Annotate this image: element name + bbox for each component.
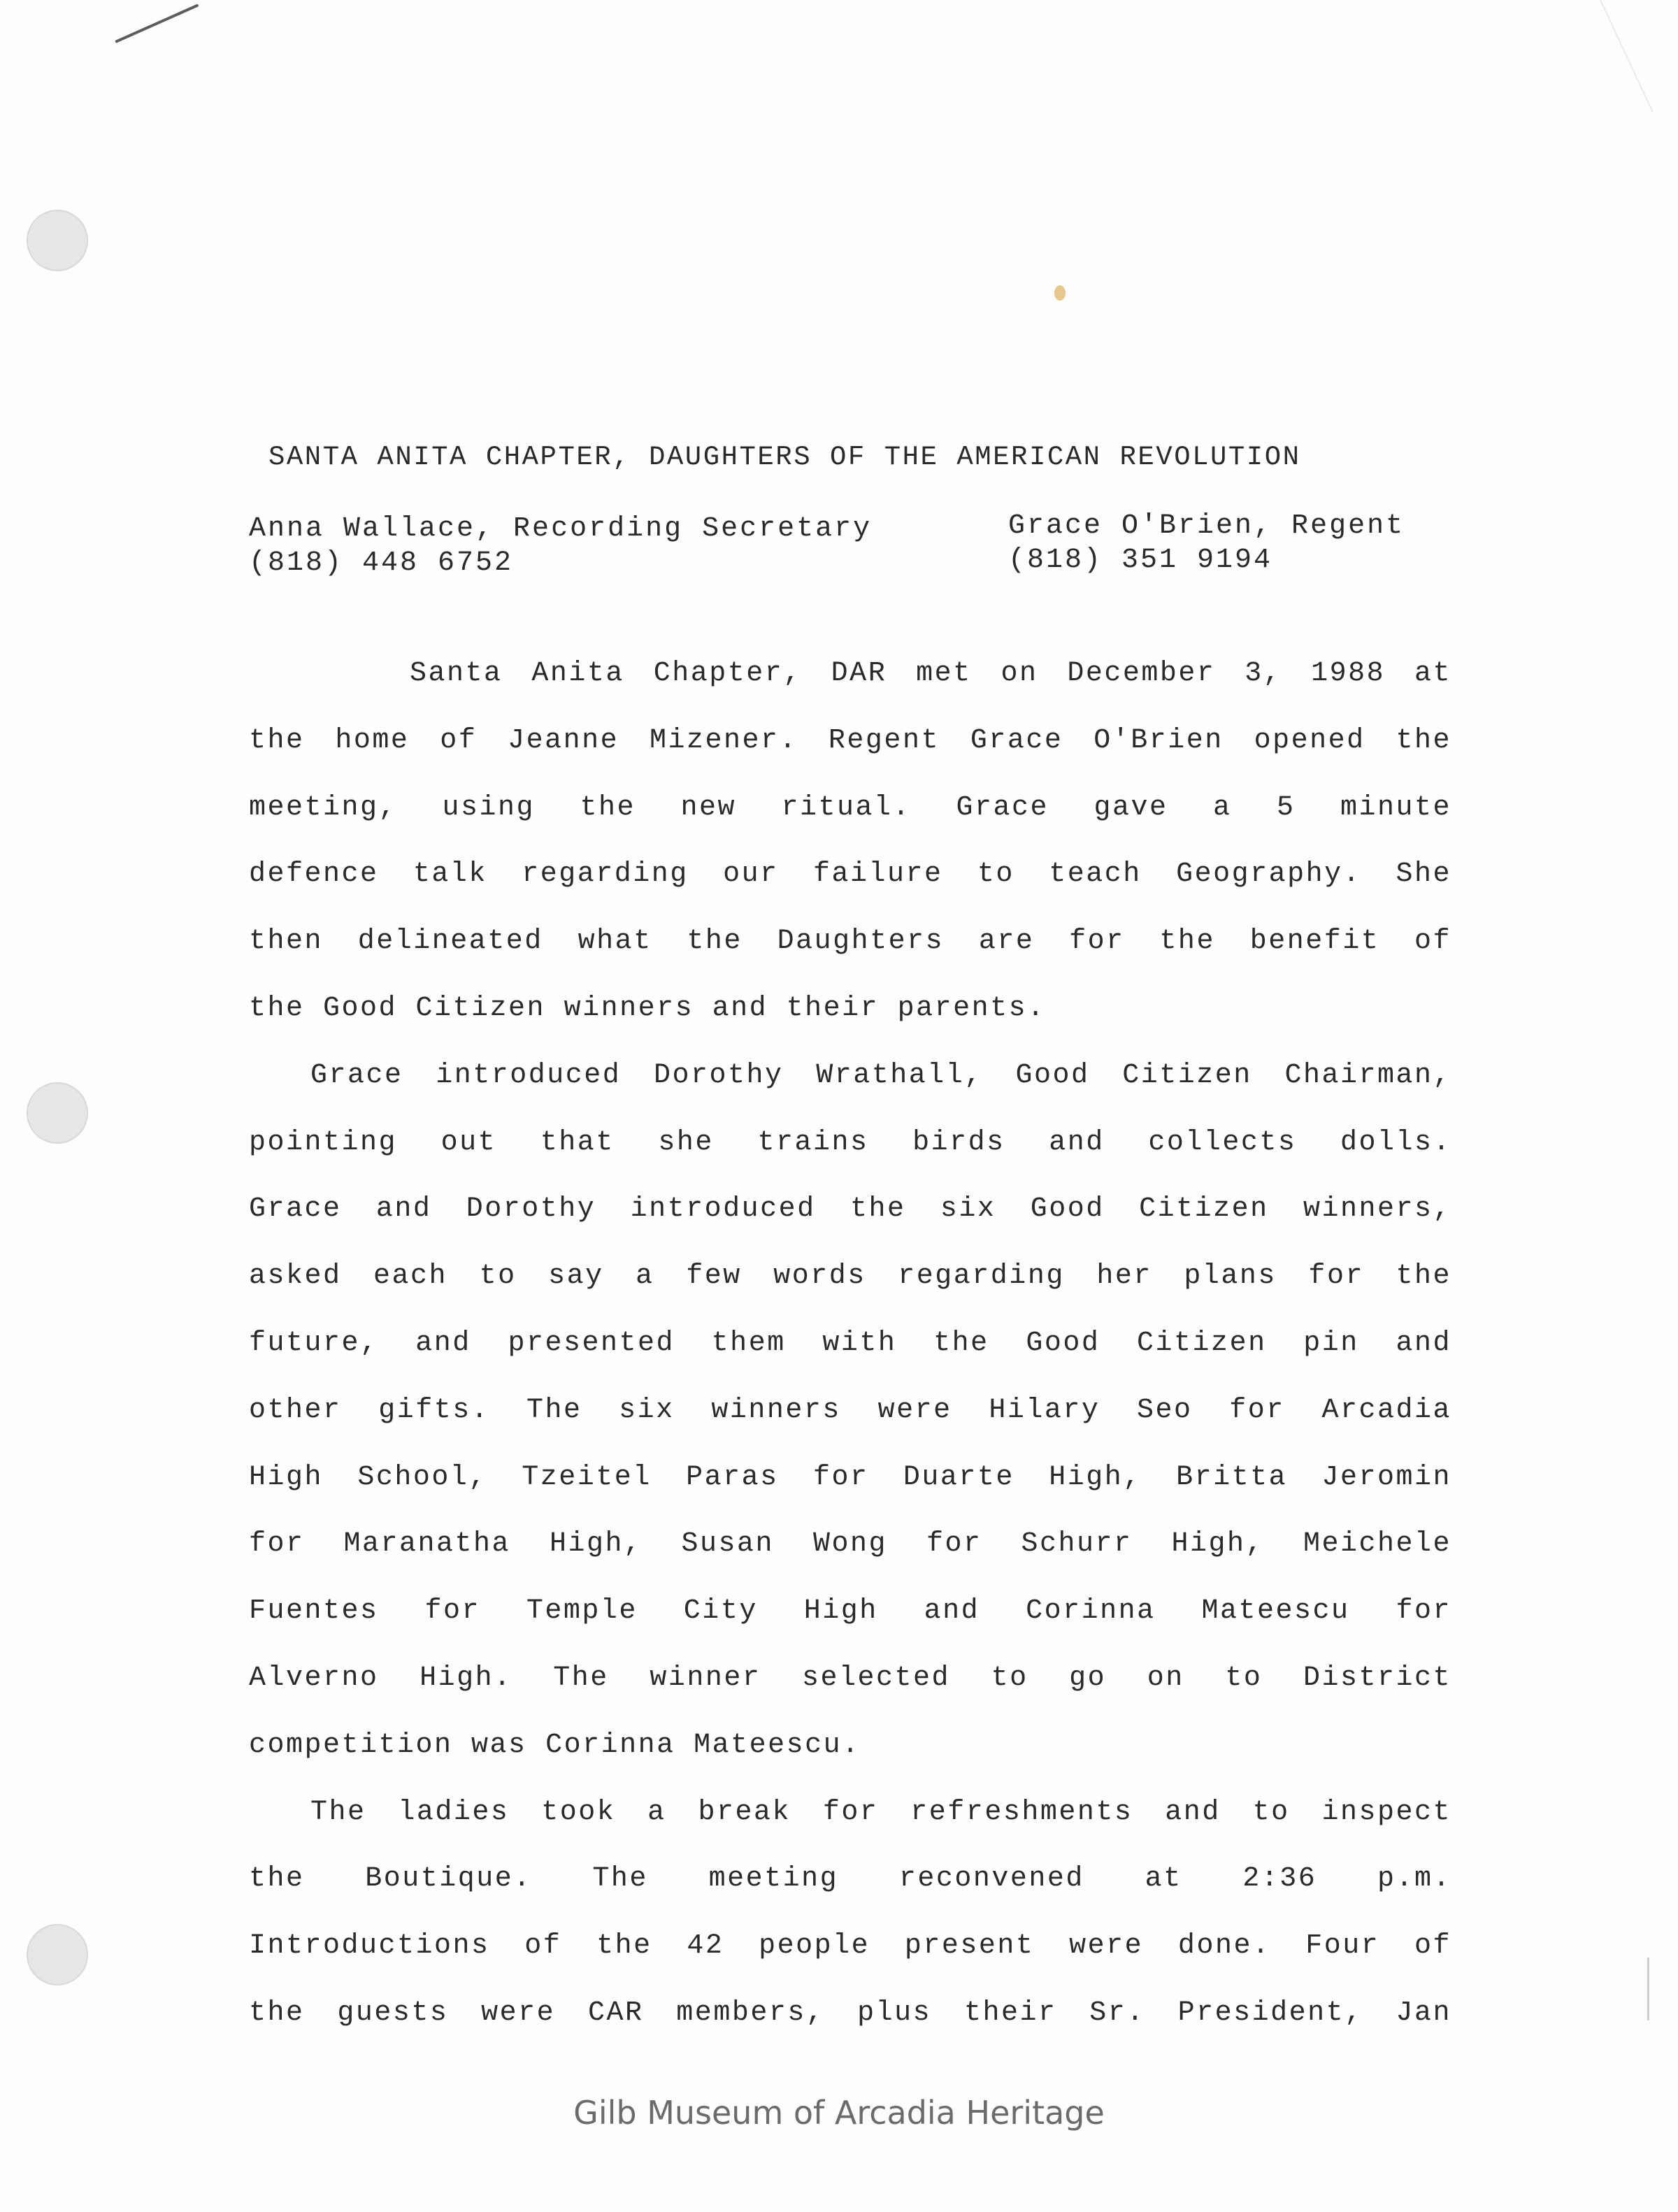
body-line: other gifts. The six winners were Hilary Seo for Arcadia bbox=[249, 1394, 1451, 1426]
body-line: Grace introduced Dorothy Wrathall, Good Citizen Chairman, bbox=[310, 1059, 1451, 1091]
regent-name: Grace O'Brien, Regent bbox=[1008, 510, 1405, 542]
body-line: meeting, using the new ritual. Grace gave a 5 minute bbox=[249, 791, 1451, 824]
document-title: SANTA ANITA CHAPTER, DAUGHTERS OF THE AMERICAN REVOLUTION bbox=[268, 442, 1301, 473]
body-line: competition was Corinna Mateescu. bbox=[249, 1729, 861, 1761]
regent-phone: (818) 351 9194 bbox=[1008, 545, 1273, 576]
body-line: the Good Citizen winners and their parents. bbox=[249, 992, 1046, 1024]
body-line: the guests were CAR members, plus their Sr. President, Jan bbox=[249, 1997, 1451, 2029]
secretary-name: Anna Wallace, Recording Secretary bbox=[249, 513, 873, 545]
secretary-contact bbox=[249, 512, 872, 580]
punch-hole-top bbox=[27, 210, 88, 271]
secretary-phone: (818) 448 6752 bbox=[249, 547, 514, 579]
minutes-body bbox=[249, 640, 1451, 2047]
punch-hole-middle bbox=[27, 1082, 88, 1144]
body-line: Santa Anita Chapter, DAR met on December 3, 1988 at bbox=[410, 658, 1451, 689]
body-line: the Boutique. The meeting reconvened at 2:36 p.m. bbox=[249, 1863, 1451, 1895]
corner-fold bbox=[1600, 0, 1678, 112]
punch-hole-bottom bbox=[27, 1924, 88, 1985]
body-line: future, and presented them with the Good Citizen pin and bbox=[249, 1327, 1451, 1359]
body-line: for Maranatha High, Susan Wong for Schurr High, Meichele bbox=[249, 1528, 1451, 1560]
regent-contact bbox=[1008, 509, 1405, 577]
body-line: High School, Tzeitel Paras for Duarte High, Britta Jeromin bbox=[249, 1461, 1451, 1493]
body-line: Fuentes for Temple City High and Corinna Mateescu for bbox=[249, 1595, 1451, 1628]
paper-stain bbox=[1054, 285, 1066, 301]
edge-mark bbox=[1647, 1958, 1649, 2020]
body-line: pointing out that she trains birds and collects dolls. bbox=[249, 1126, 1451, 1158]
museum-watermark: Gilb Museum of Arcadia Heritage bbox=[573, 2094, 1105, 2132]
body-line: Grace and Dorothy introduced the six Good Citizen winners, bbox=[249, 1193, 1451, 1226]
body-line: Introductions of the 42 people present were done. Four of bbox=[249, 1930, 1451, 1962]
body-line: the home of Jeanne Mizener. Regent Grace O'Brien opened the bbox=[249, 724, 1451, 756]
body-line: Alverno High. The winner selected to go on to District bbox=[249, 1662, 1451, 1694]
body-line: then delineated what the Daughters are for the benefit of bbox=[249, 926, 1451, 958]
body-line: asked each to say a few words regarding her plans for the bbox=[249, 1261, 1451, 1293]
staple-mark bbox=[115, 3, 199, 43]
body-line: defence talk regarding our failure to teach Geography. She bbox=[249, 859, 1451, 891]
body-line: The ladies took a break for refreshments and to inspect bbox=[310, 1796, 1451, 1828]
